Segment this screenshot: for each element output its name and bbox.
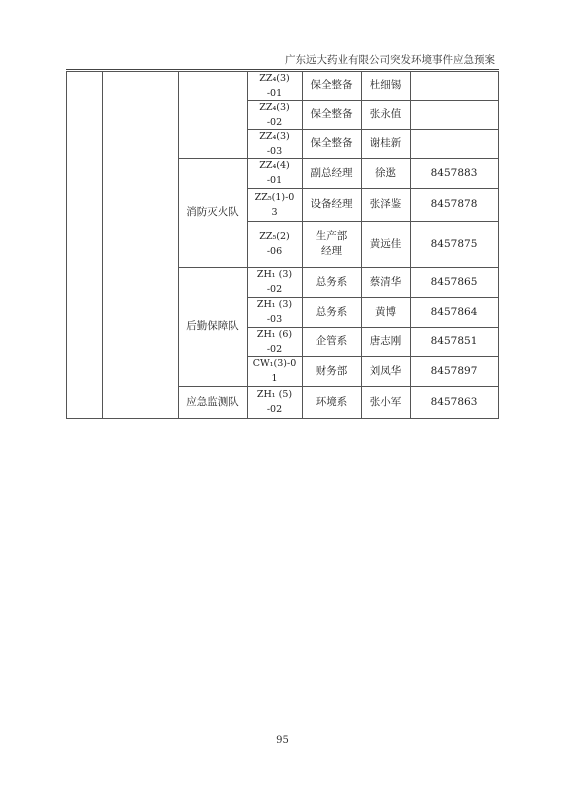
position-code-cell-text: ZZ₄(4) -01 [259,160,290,186]
member-name-cell [361,100,410,129]
position-code-cell [247,297,302,327]
position-code-cell-text: ZH₁ (5) -02 [256,389,293,415]
phone-cell-text: 8457897 [430,364,478,377]
member-name-cell [361,188,410,221]
position-code-cell-text: ZZ₄(3) -03 [259,130,290,157]
member-name-cell [361,129,410,158]
page-number: 95 [276,735,289,746]
team-name-cell-text: 后勤保障队 [186,320,239,332]
phone-cell [410,267,498,297]
phone-cell [410,100,498,129]
position-code-cell [247,158,302,188]
member-name-cell-text: 张永值 [369,108,402,120]
department-cell-text: 保全整备 [310,108,353,120]
member-name-cell-text: 张泽鉴 [369,198,402,210]
phone-cell-text: 8457883 [430,166,478,179]
phone-cell-text: 8457864 [430,305,478,318]
member-name-cell [361,327,410,356]
position-code-cell [247,386,302,418]
position-code-cell-text: CW₁(3)-0 1 [252,358,297,384]
team-name-cell [178,386,247,418]
department-cell [302,100,361,129]
position-code-cell-text: ZH₁ (3) -02 [256,269,293,295]
phone-cell-text: 8457865 [430,275,478,288]
table-border-right [498,71,499,418]
department-cell [302,386,361,418]
phone-cell [410,297,498,327]
department-cell-text: 企管系 [315,335,348,347]
member-name-cell [361,158,410,188]
department-cell [302,297,361,327]
department-cell-text: 生产部 经理 [315,230,348,257]
department-cell [302,188,361,221]
phone-cell [410,221,498,267]
department-cell-text: 环境系 [315,395,348,408]
phone-cell [410,327,498,356]
member-name-cell-text: 徐逖 [375,166,396,179]
member-name-cell-text: 唐志刚 [369,335,402,347]
member-name-cell-text: 谢桂新 [369,137,402,149]
phone-cell [410,129,498,158]
position-code-cell-text: ZH₁ (3) -03 [256,299,293,325]
phone-cell-text: 8457851 [430,335,478,347]
position-code-cell [247,356,302,386]
department-cell [302,158,361,188]
department-cell-text: 总务系 [315,305,348,318]
phone-cell [410,386,498,418]
phone-cell [410,188,498,221]
member-name-cell [361,297,410,327]
position-code-cell-text: ZH₁ (6) -02 [256,328,293,355]
department-cell-text: 设备经理 [310,198,353,210]
document-header-title: 广东远大药业有限公司突发环境事件应急预案 [285,54,495,66]
member-name-cell-text: 蔡清华 [369,275,402,288]
phone-cell-text: 8457863 [430,395,478,408]
department-cell [302,221,361,267]
position-code-cell [247,100,302,129]
table-border-bottom [66,418,499,419]
department-cell [302,267,361,297]
department-cell [302,327,361,356]
member-name-cell [361,267,410,297]
member-name-cell-text: 黄远佳 [369,237,402,250]
position-code-cell-text: ZZ₅(1)-0 3 [254,191,295,218]
department-cell-text: 财务部 [315,364,348,377]
position-code-cell [247,188,302,221]
position-code-cell [247,267,302,297]
member-name-cell-text: 张小军 [369,395,402,408]
position-code-cell-text: ZZ₄(3) -02 [259,101,290,128]
member-name-cell [361,71,410,100]
department-cell-text: 保全整备 [310,79,353,91]
team-name-cell-text: 消防灭火队 [186,206,239,218]
member-name-cell [361,221,410,267]
phone-cell [410,158,498,188]
member-name-cell-text: 杜细锡 [369,79,402,91]
department-cell [302,129,361,158]
department-cell [302,356,361,386]
team-name-cell [178,267,247,386]
phone-cell [410,356,498,386]
position-code-cell-text: ZZ₄(3) -01 [259,72,290,99]
position-code-cell [247,71,302,100]
position-code-cell [247,327,302,356]
member-name-cell [361,386,410,418]
phone-cell [410,71,498,100]
position-code-cell [247,129,302,158]
member-name-cell-text: 黄博 [375,305,396,318]
member-name-cell [361,356,410,386]
team-name-cell-text: 应急监测队 [186,395,239,408]
position-code-cell [247,221,302,267]
department-cell [302,71,361,100]
department-cell-text: 保全整备 [310,137,353,149]
team-name-cell [178,158,247,267]
contact-table [66,71,498,418]
position-code-cell-text: ZZ₅(2) -06 [259,231,290,257]
department-cell-text: 总务系 [315,275,348,288]
column-divider [102,71,103,418]
member-name-cell-text: 刘凤华 [369,364,402,377]
phone-cell-text: 8457875 [430,237,478,250]
phone-cell-text: 8457878 [430,198,478,210]
team-name-cell [178,71,247,158]
table-border-left [66,71,67,418]
department-cell-text: 副总经理 [310,166,353,179]
